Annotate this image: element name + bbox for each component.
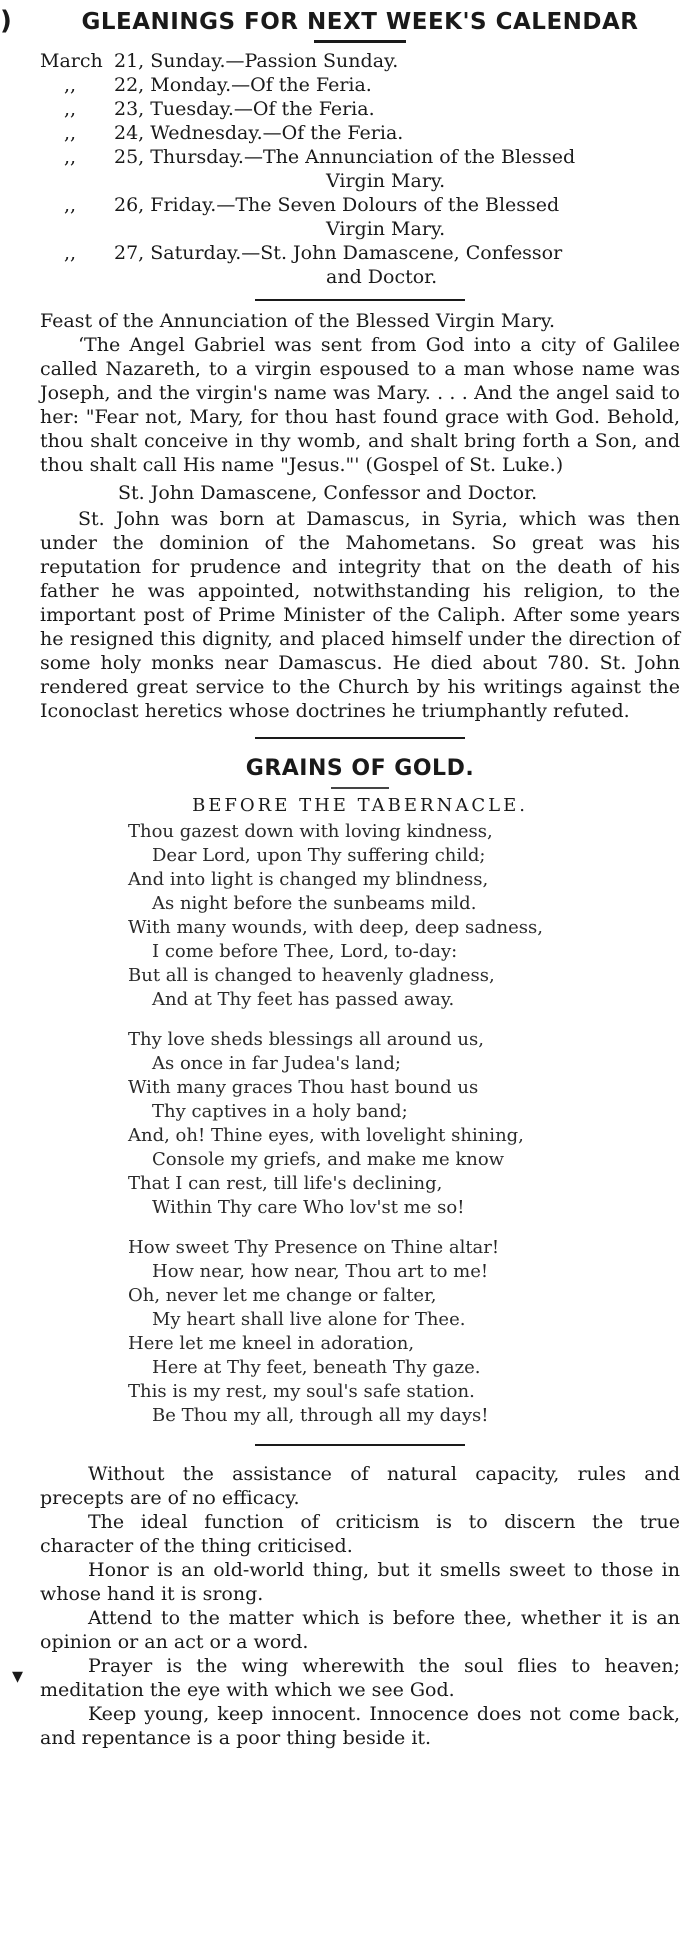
maxim: The ideal function of criticism is to discern the true character of the thing criticised. — [40, 1511, 680, 1557]
maxim: Attend to the matter which is before thee, whether it is an opinion or an act or a word. — [40, 1607, 680, 1653]
grains-heading: GRAINS OF GOLD. — [245, 756, 475, 781]
calendar-entry-continued: and Doctor. — [326, 266, 438, 288]
calendar-entry — [40, 193, 680, 217]
poem-stanza — [128, 1236, 680, 1428]
poem-line: How sweet Thy Presence on Thine altar! — [128, 1237, 500, 1258]
calendar-entry — [40, 121, 680, 145]
maxims — [40, 1462, 680, 1750]
section-rule — [255, 737, 465, 739]
calendar-month: March — [40, 50, 103, 72]
calendar-entry — [40, 49, 680, 73]
poem-stanza — [128, 820, 680, 1012]
calendar-entry-text: 27, Saturday.—St. John Damascene, Confessor — [114, 242, 563, 264]
poem-stanza — [128, 1028, 680, 1220]
poem-line: As night before the sunbeams mild. — [152, 893, 477, 914]
saint-body: St. John was born at Damascus, in Syria, which was then under the dominion of the Mahometans. So great was his reputation for prudence and integrity that on the death of his father he was appointed, notwithstanding his religion, to the important post of Prime Minister of the Caliph. After some years he resigned this dignity, and placed himself under the direction of some holy monks near Damascus. He died about 780. St. John rendered great service to the Church by his writings against the Iconoclast heretics whose doctrines he triumphantly refuted. — [40, 508, 680, 722]
calendar-entry-text: 22, Monday.—Of the Feria. — [114, 74, 372, 96]
calendar-entry-text: 21, Sunday.—Passion Sunday. — [114, 50, 399, 72]
margin-mark: ▾ — [12, 1664, 24, 1689]
section-rule — [255, 1444, 465, 1446]
poem-line: Thy captives in a holy band; — [152, 1101, 408, 1122]
poem-line: And into light is changed my blindness, — [128, 869, 489, 890]
calendar-heading: GLEANINGS FOR NEXT WEEK'S CALENDAR — [81, 9, 639, 35]
heading-rule — [314, 40, 406, 43]
poem-title: BEFORE THE TABERNACLE. — [192, 795, 528, 816]
poem-line: Console my griefs, and make me know — [152, 1149, 505, 1170]
calendar-entry — [40, 145, 680, 169]
poem-line: My heart shall live alone for Thee. — [152, 1309, 466, 1330]
calendar-entry — [40, 241, 680, 265]
maxim: Without the assistance of natural capacity, rules and precepts are of no efficacy. — [40, 1463, 680, 1509]
poem-line: How near, how near, Thou art to me! — [152, 1261, 489, 1282]
ditto-mark: ,, — [64, 98, 77, 120]
calendar-entry — [40, 97, 680, 121]
poem — [128, 820, 680, 1428]
margin-bracket: ) — [0, 6, 12, 36]
calendar-entry-continued: Virgin Mary. — [326, 170, 446, 192]
ditto-mark: ,, — [64, 146, 77, 168]
maxim: Keep young, keep innocent. Innocence does not come back, and repentance is a poor thing beside it. — [40, 1703, 680, 1749]
calendar-list — [40, 49, 680, 289]
poem-line: With many wounds, with deep, deep sadness, — [128, 917, 543, 938]
saint-title: St. John Damascene, Confessor and Doctor. — [118, 482, 538, 504]
poem-line: With many graces Thou hast bound us — [128, 1077, 479, 1098]
ditto-mark: ,, — [64, 122, 77, 144]
calendar-entry — [40, 73, 680, 97]
poem-line: Be Thou my all, through all my days! — [152, 1405, 489, 1426]
poem-line: That I can rest, till life's declining, — [128, 1173, 443, 1194]
poem-line: Oh, never let me change or falter, — [128, 1285, 437, 1306]
poem-line: And at Thy feet has passed away. — [152, 989, 455, 1010]
calendar-entry-text: 23, Tuesday.—Of the Feria. — [114, 98, 375, 120]
calendar-entry-text: 24, Wednesday.—Of the Feria. — [114, 122, 404, 144]
feast-title: Feast of the Annunciation of the Blessed Virgin Mary. — [40, 310, 556, 332]
poem-line: I come before Thee, Lord, to-day: — [152, 941, 458, 962]
poem-line: Here at Thy feet, beneath Thy gaze. — [152, 1357, 481, 1378]
calendar-entry-text: 26, Friday.—The Seven Dolours of the Blessed — [114, 194, 560, 216]
maxim: Honor is an old-world thing, but it smells sweet to those in whose hand it is srong. — [40, 1559, 680, 1605]
ditto-mark: ,, — [64, 74, 77, 96]
poem-line: This is my rest, my soul's safe station. — [128, 1381, 475, 1402]
heading-rule — [331, 787, 389, 789]
maxim: Prayer is the wing wherewith the soul flies to heaven; meditation the eye with which we see God. — [40, 1655, 680, 1701]
calendar-entry-continued: Virgin Mary. — [326, 218, 446, 240]
poem-line: As once in far Judea's land; — [152, 1053, 401, 1074]
poem-line: Thou gazest down with loving kindness, — [128, 821, 493, 842]
feast-body: ‘The Angel Gabriel was sent from God into a city of Galilee called Nazareth, to a virgin espoused to a man whose name was Joseph, and the virgin's name was Mary. . . . And the angel said to her: "Fear not, Mary, for thou hast found grace with God. Behold, thou shalt conceive in thy womb, and shalt bring forth a Son, and thou shalt call His name "Jesus."' (Gospel of St. Luke.) — [40, 334, 680, 476]
poem-line: Within Thy care Who lov'st me so! — [152, 1197, 465, 1218]
page — [40, 0, 680, 1750]
poem-line: Dear Lord, upon Thy suffering child; — [152, 845, 486, 866]
poem-line: Thy love sheds blessings all around us, — [128, 1029, 484, 1050]
section-rule — [255, 299, 465, 301]
ditto-mark: ,, — [64, 194, 77, 216]
poem-line: But all is changed to heavenly gladness, — [128, 965, 495, 986]
calendar-entry-text: 25, Thursday.—The Annunciation of the Blessed — [114, 146, 576, 168]
ditto-mark: ,, — [64, 242, 77, 264]
poem-line: Here let me kneel in adoration, — [128, 1333, 415, 1354]
poem-line: And, oh! Thine eyes, with lovelight shining, — [128, 1125, 524, 1146]
